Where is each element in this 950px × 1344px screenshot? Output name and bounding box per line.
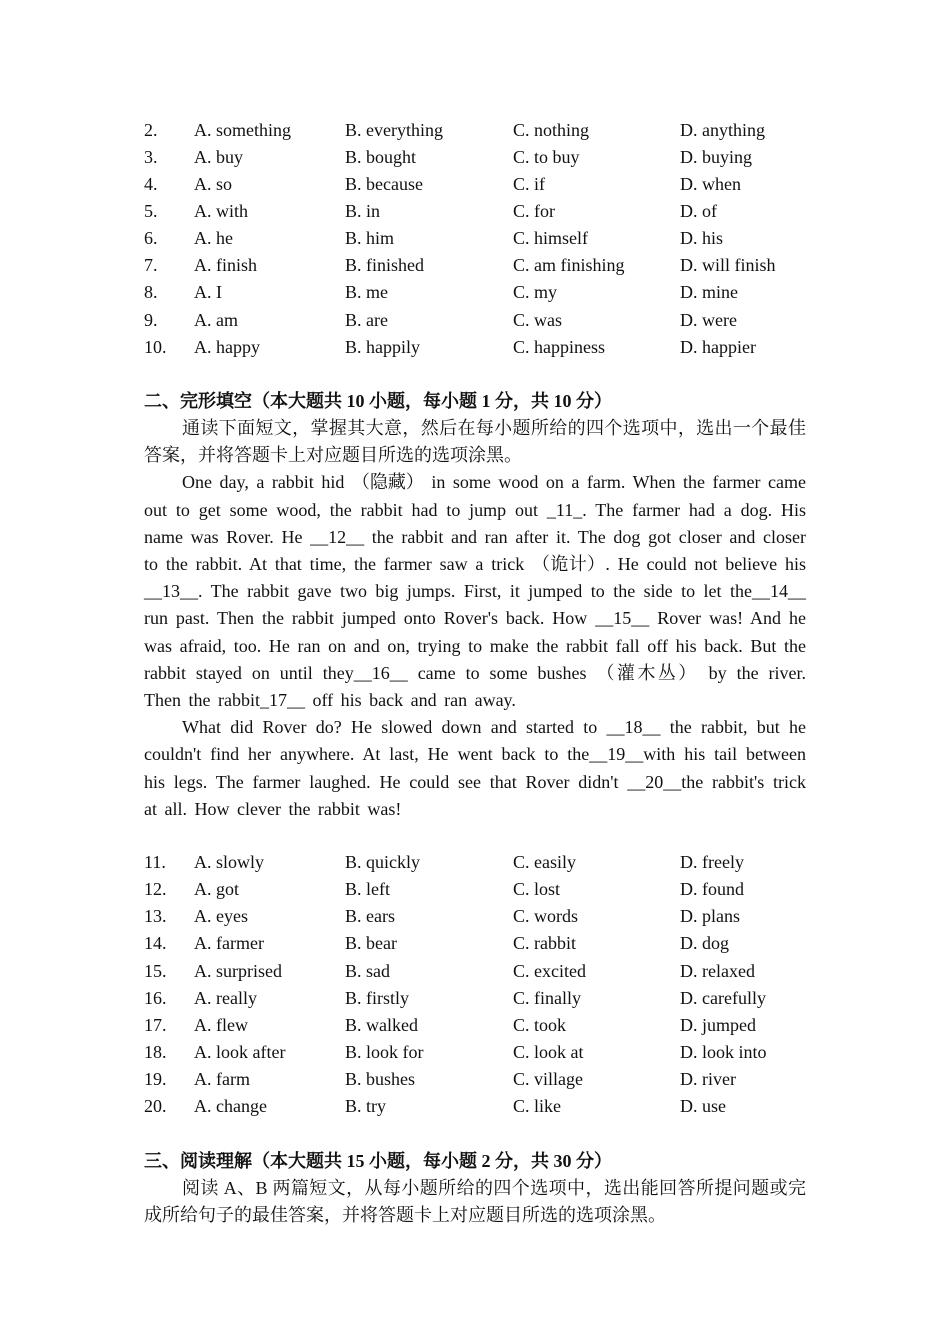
option-d: D. will finish xyxy=(680,255,776,275)
section3-heading: 三、阅读理解（本大题共 15 小题，每小题 2 分，共 30 分） xyxy=(144,1151,612,1171)
option-d: D. mine xyxy=(680,282,738,302)
option-b: B. everything xyxy=(345,120,443,140)
option-c: C. easily xyxy=(513,852,576,872)
question-number: 9. xyxy=(144,310,158,330)
option-a: A. look after xyxy=(194,1042,286,1062)
option-c: C. to buy xyxy=(513,147,580,167)
option-d: D. plans xyxy=(680,906,740,926)
option-c: C. himself xyxy=(513,228,588,248)
option-d: D. dog xyxy=(680,933,729,953)
option-b: B. in xyxy=(345,201,381,221)
option-c: C. nothing xyxy=(513,120,590,140)
option-b: B. because xyxy=(345,174,423,194)
story-paragraph-2: What did Rover do? He slowed down and started to __18__ the rabbit, but he couldn't find her anywhere. At last, He went back to the__19__with his tail between his legs. The farmer laughed. He could see that Rover didn't __20__the rabbit's trick at all. How clever the rabbit was! xyxy=(144,717,806,819)
option-d: D. carefully xyxy=(680,988,766,1008)
option-a: A. I xyxy=(194,282,222,302)
option-b: B. quickly xyxy=(345,852,420,872)
option-b: B. finished xyxy=(345,255,424,275)
question-number: 11. xyxy=(144,852,166,872)
section3-instruction: 阅读 A、B 两篇短文，从每小题所给的四个选项中，选出能回答所提问题或完成所给句子的最佳答案，并将答题卡上对应题目所选的选项涂黑。 xyxy=(144,1178,806,1226)
question-number: 4. xyxy=(144,174,158,194)
option-a: A. he xyxy=(194,228,233,248)
option-a: A. farm xyxy=(194,1069,250,1089)
option-a: A. flew xyxy=(194,1015,248,1035)
section2-heading: 二、完形填空（本大题共 10 小题，每小题 1 分，共 10 分） xyxy=(144,391,612,411)
option-a: A. eyes xyxy=(194,906,248,926)
option-a: A. surprised xyxy=(194,961,282,981)
option-b: B. bought xyxy=(345,147,417,167)
option-b: B. left xyxy=(345,879,390,899)
option-c: C. like xyxy=(513,1096,561,1116)
option-d: D. jumped xyxy=(680,1015,756,1035)
option-d: D. use xyxy=(680,1096,726,1116)
question-number: 14. xyxy=(144,933,167,953)
option-c: C. look at xyxy=(513,1042,584,1062)
option-a: A. so xyxy=(194,174,233,194)
option-b: B. happily xyxy=(345,337,420,357)
section2-instruction: 通读下面短文，掌握其大意，然后在每小题所给的四个选项中，选出一个最佳答案，并将答题卡上对应题目所选的选项涂黑。 xyxy=(144,418,806,466)
option-b: B. try xyxy=(345,1096,387,1116)
question-number: 16. xyxy=(144,988,167,1008)
option-c: C. my xyxy=(513,282,558,302)
option-b: B. ears xyxy=(345,906,395,926)
question-number: 17. xyxy=(144,1015,167,1035)
question-number: 13. xyxy=(144,906,167,926)
option-d: D. were xyxy=(680,310,737,330)
option-d: D. when xyxy=(680,174,741,194)
option-c: C. happiness xyxy=(513,337,605,357)
option-c: C. if xyxy=(513,174,546,194)
option-d: D. river xyxy=(680,1069,736,1089)
story-paragraph-1: One day, a rabbit hid （隐藏） in some wood on a farm. When the farmer came out to get some wood, the rabbit had to jump out _11_. The farmer had a dog. His name was Rover. He __12__ the rabbit and ran after it. The dog got closer and closer to the rabbit. At that time, the farmer saw a trick （诡计）. He could not believe his __13__. The rabbit gave two big jumps. First, it jumped to the side to let the__14__ run past. Then the rabbit jumped onto Rover's back. How __15__ Rover was! And he was afraid, too. He ran on and on, trying to make the rabbit fall off his back. But the rabbit stayed on until they__16__ came to some bushes （灌木丛） by the river. Then the rabbit_17__ off his back and ran away. xyxy=(144,472,806,711)
option-d: D. look into xyxy=(680,1042,767,1062)
option-d: D. happier xyxy=(680,337,756,357)
question-number: 5. xyxy=(144,201,158,221)
option-b: B. are xyxy=(345,310,388,330)
question-number: 2. xyxy=(144,120,158,140)
option-d: D. of xyxy=(680,201,717,221)
option-c: C. village xyxy=(513,1069,583,1089)
option-b: B. look for xyxy=(345,1042,424,1062)
option-b: B. firstly xyxy=(345,988,410,1008)
option-d: D. relaxed xyxy=(680,961,755,981)
section3-body xyxy=(144,1175,806,1229)
option-c: C. was xyxy=(513,310,562,330)
option-d: D. anything xyxy=(680,120,765,140)
question-number: 7. xyxy=(144,255,158,275)
option-a: A. got xyxy=(194,879,239,899)
option-d: D. buying xyxy=(680,147,752,167)
option-b: B. bushes xyxy=(345,1069,416,1089)
option-a: A. happy xyxy=(194,337,260,357)
option-d: D. freely xyxy=(680,852,744,872)
option-c: C. words xyxy=(513,906,579,926)
question-number: 20. xyxy=(144,1096,167,1116)
section2-body xyxy=(144,415,806,823)
question-number: 15. xyxy=(144,961,167,981)
option-b: B. him xyxy=(345,228,395,248)
option-a: A. slowly xyxy=(194,852,265,872)
option-a: A. finish xyxy=(194,255,257,275)
option-a: A. really xyxy=(194,988,257,1008)
question-number: 19. xyxy=(144,1069,167,1089)
option-c: C. am finishing xyxy=(513,255,625,275)
option-c: C. excited xyxy=(513,961,586,981)
option-a: A. something xyxy=(194,120,291,140)
option-c: C. lost xyxy=(513,879,561,899)
option-d: D. found xyxy=(680,879,744,899)
option-b: B. sad xyxy=(345,961,390,981)
option-c: C. finally xyxy=(513,988,581,1008)
option-c: C. took xyxy=(513,1015,567,1035)
option-c: C. rabbit xyxy=(513,933,576,953)
option-b: B. me xyxy=(345,282,388,302)
option-a: A. change xyxy=(194,1096,267,1116)
option-a: A. farmer xyxy=(194,933,264,953)
question-number: 18. xyxy=(144,1042,167,1062)
option-a: A. buy xyxy=(194,147,243,167)
option-a: A. with xyxy=(194,201,248,221)
question-number: 10. xyxy=(144,337,167,357)
option-a: A. am xyxy=(194,310,238,330)
option-b: B. walked xyxy=(345,1015,418,1035)
question-number: 6. xyxy=(144,228,158,248)
question-number: 3. xyxy=(144,147,158,167)
question-number: 12. xyxy=(144,879,167,899)
option-c: C. for xyxy=(513,201,555,221)
question-number: 8. xyxy=(144,282,158,302)
option-b: B. bear xyxy=(345,933,397,953)
option-d: D. his xyxy=(680,228,724,248)
